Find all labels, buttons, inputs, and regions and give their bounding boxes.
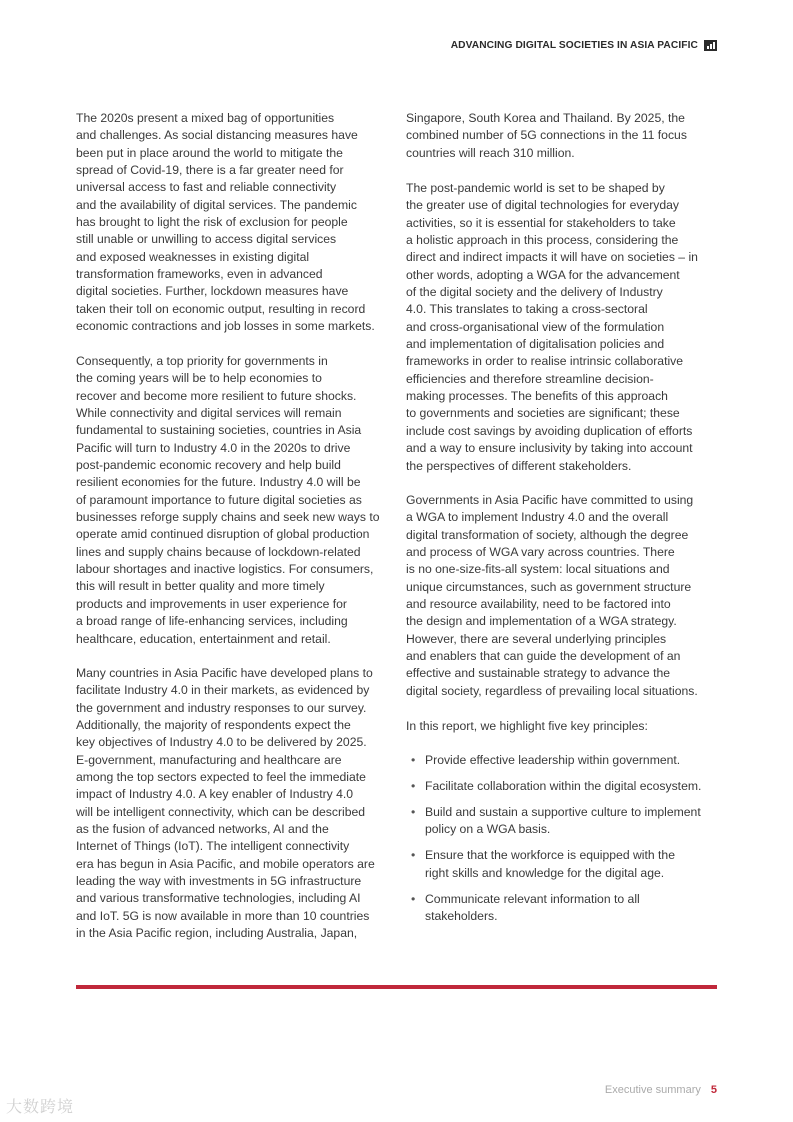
- section-divider: [76, 985, 717, 989]
- watermark: 大数跨境: [6, 1099, 75, 1116]
- list-item-text: Communicate relevant information to all stakeholders.: [425, 891, 640, 924]
- list-item-text: Build and sustain a supportive culture to implement policy on a WGA basis.: [425, 805, 701, 837]
- bullet-icon: •: [411, 891, 416, 906]
- list-item: [406, 804, 701, 839]
- bullet-icon: •: [411, 805, 416, 820]
- bullet-icon: •: [411, 779, 416, 794]
- bullet-icon: •: [411, 753, 416, 767]
- bar-chart-icon: [704, 40, 717, 51]
- list-item: [406, 891, 701, 926]
- body-paragraph: The post-pandemic world is set to be shaped by the greater use of digital technologies for everyday activities, so it is essential for stakeholders to take a holistic approach in this process, considering the direct and indirect impacts it will have on societies – in other words, adopting a WGA for the advancement of the digital society and the delivery of Industry 4.0. This translates to taking a cross-sectoral and cross-organisational view of the formulation and implementation of digitalisation policies and frameworks in order to realise intrinsic collaborative efficiencies and therefore streamline decision- making processes. The benefits of this approach to governments and societies are significant; these include cost savings by avoiding duplication of efforts and a way to ensure inclusivity by taking into account the perspectives of different stakeholders.: [406, 181, 698, 473]
- list-item-text: Provide effective leadership within government.: [425, 753, 681, 767]
- body-paragraph: Many countries in Asia Pacific have developed plans to facilitate Industry 4.0 in their markets, as evidenced by the government and industry responses to our survey. Additionally, the majority of respondents expect the key objectives of Industry 4.0 to be delivered by 2025. E-government, manufacturing and healthcare are among the top sectors expected to feel the immediate impact of Industry 4.0. A key enabler of Industry 4.0 will be intelligent connectivity, which can be described as the fusion of advanced networks, AI and the Internet of Things (IoT). The intelligent connectivity era has begun in Asia Pacific, and mobile operators are leading the way with investments in 5G infrastructure and various transformative technologies, including AI and IoT. 5G is now available in more than 10 countries in the Asia Pacific region, including Australia, Japan,: [76, 666, 375, 941]
- bullet-icon: •: [411, 848, 416, 863]
- list-item-text: Facilitate collaboration within the digital ecosystem.: [425, 779, 702, 794]
- principles-intro: In this report, we highlight five key principles:: [406, 719, 648, 733]
- page-number: 5: [710, 1084, 717, 1096]
- footer-section: Executive summary: [604, 1084, 701, 1096]
- body-paragraph: Consequently, a top priority for governments in the coming years will be to help economies to recover and become more resilient to future shocks. While connectivity and digital services will remain fundamental to sustaining societies, countries in Asia Pacific will turn to Industry 4.0 in the 2020s to drive post-pandemic economic recovery and help build resilient economies for the future. Industry 4.0 will be of paramount importance to future digital societies as businesses reforge supply chains and seek new ways to operate amid continued disruption of global production lines and supply chains because of lockdown-related labour shortages and inactive logistics. For consumers, this will result in better quality and more timely products and improvements in user experience for a broad range of life-enhancing services, including healthcare, education, entertainment and retail.: [76, 354, 380, 646]
- page-footer: [605, 1084, 717, 1096]
- list-item: [406, 847, 701, 882]
- running-header: [451, 40, 717, 51]
- list-item-text: Ensure that the workforce is equipped with the right skills and knowledge for the digital age.: [425, 848, 675, 880]
- header-title: ADVANCING DIGITAL SOCIETIES IN ASIA PACIFIC: [450, 40, 698, 51]
- body-paragraph: Governments in Asia Pacific have committed to using a WGA to implement Industry 4.0 and the overall digital transformation of society, although the degree and process of WGA vary across countries. There is no one-size-fits-all system: local situations and unique circumstances, such as government structure and resource availability, need to be factored into the design and implementation of a WGA strategy. However, there are several underlying principles and enablers that can guide the development of an effective and sustainable strategy to advance the digital society, regardless of prevailing local situations.: [406, 493, 698, 698]
- body-paragraph: Singapore, South Korea and Thailand. By 2025, the combined number of 5G connections in the 11 focus countries will reach 310 million.: [406, 111, 687, 160]
- principles-list: [406, 752, 701, 934]
- list-item: [406, 778, 701, 795]
- list-item: [406, 752, 701, 769]
- body-paragraph: The 2020s present a mixed bag of opportunities and challenges. As social distancing measures have been put in place around the world to mitigate the spread of Covid-19, there is a far greater need for universal access to fast and reliable connectivity and the availability of digital services. The pandemic has brought to light the risk of exclusion for people still unable or unwilling to access digital services and exposed weaknesses in existing digital transformation frameworks, even in advanced digital societies. Further, lockdown measures have taken their toll on economic output, resulting in record economic contractions and job losses in some markets.: [76, 111, 375, 334]
